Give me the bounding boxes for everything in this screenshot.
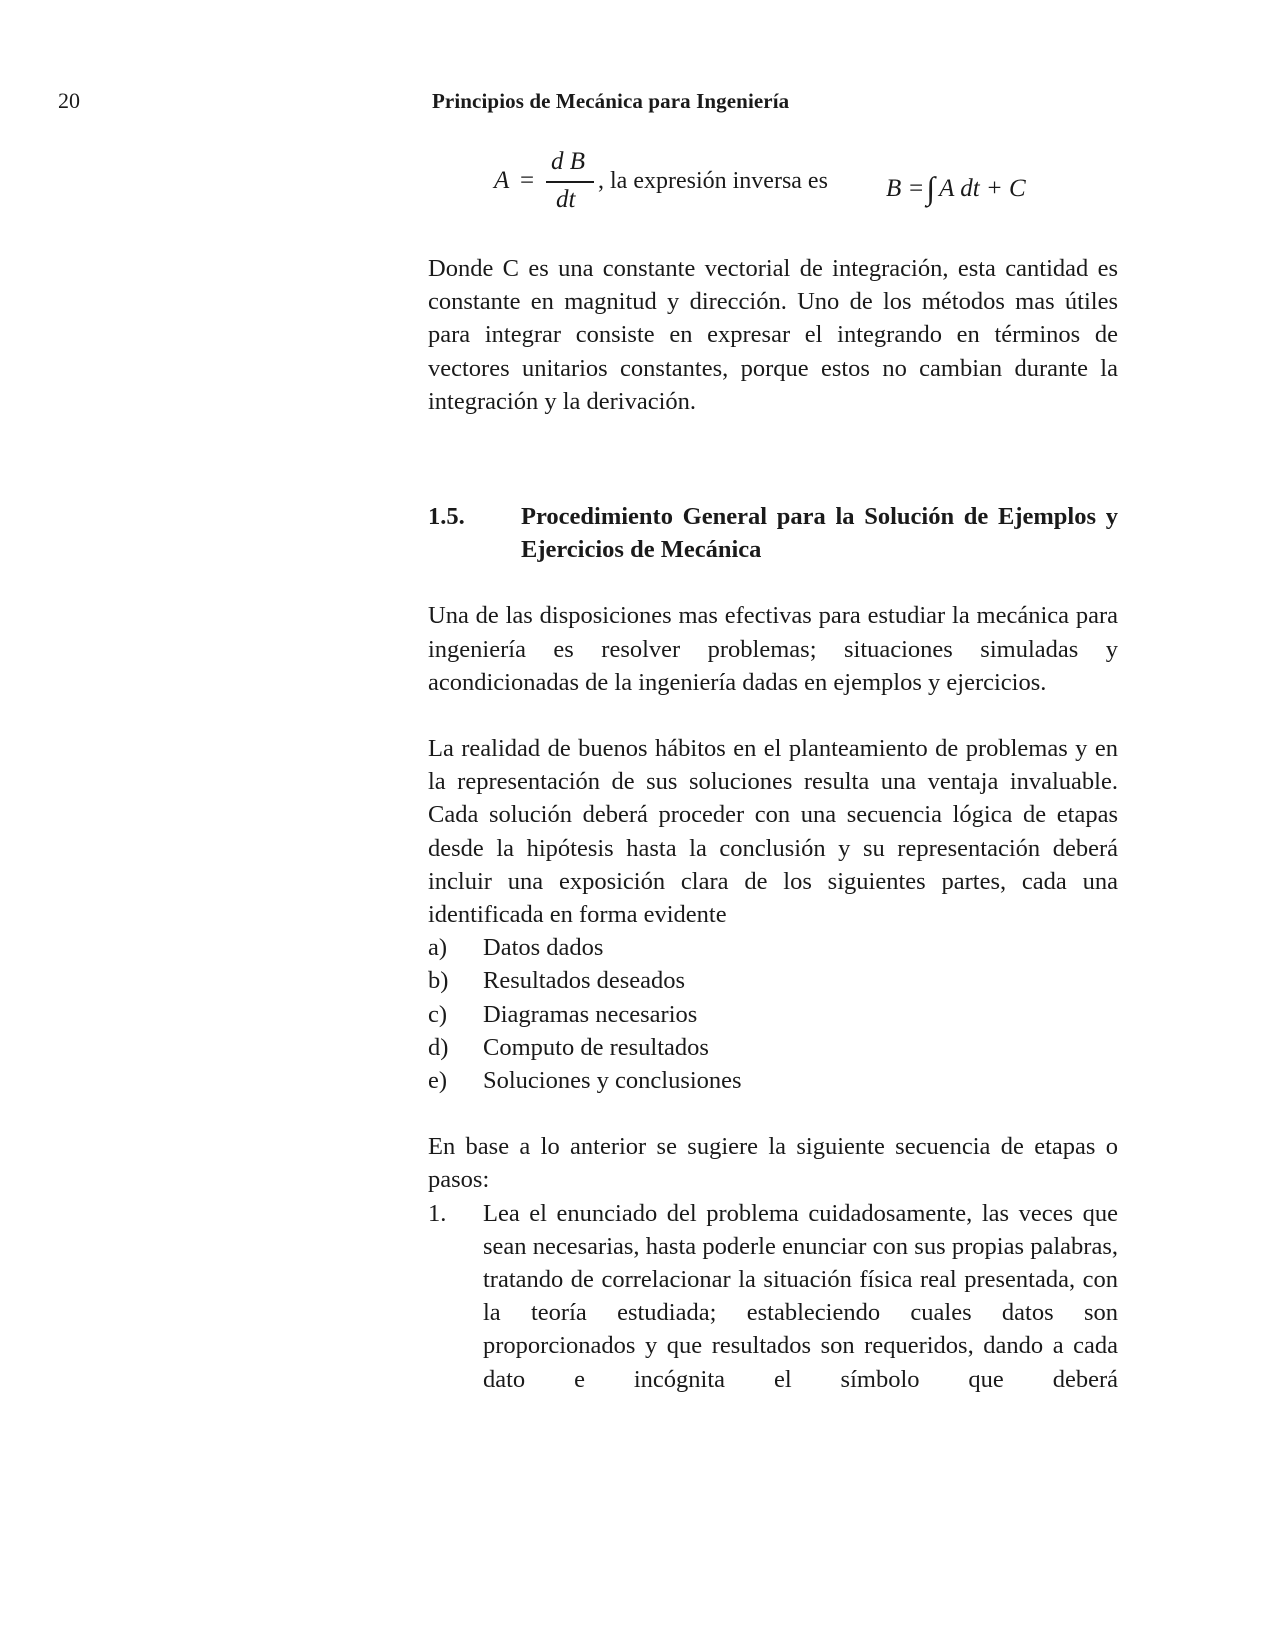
list-text: Soluciones y conclusiones [483, 1067, 742, 1095]
formula [494, 148, 1094, 224]
formula-rhs-right: A dt + C [939, 175, 1026, 202]
list-marker: e) [428, 1067, 448, 1095]
fraction-bar [546, 181, 594, 183]
formula-equals: = [520, 167, 535, 194]
list-text: Diagramas necesarios [483, 1000, 698, 1028]
list-text: Datos dados [483, 934, 604, 962]
formula-rhs-left: B = [886, 175, 925, 202]
list-item [428, 998, 1118, 1031]
section-number: 1.5. [428, 503, 465, 531]
formula-lhs: A [494, 167, 510, 194]
main-content [428, 252, 1118, 1396]
paragraph-good-habits: La realidad de buenos hábitos en el planteamiento de problemas y en la representación de sus soluciones resulta una ventaja invaluable. Cada solución deberá proceder con una secuencia lógica de etapas desde la hipótesis hasta la conclusión y su representación deberá incluir una exposición clara de los siguientes partes, cada una identificada en forma evidente [428, 735, 1118, 929]
paragraph-effective-study: Una de las disposiciones mas efectivas para estudiar la mecánica para ingeniería es resolver problemas; situaciones simuladas y acondicionadas de la ingeniería dadas en ejemplos y ejercicios. [428, 602, 1118, 696]
formula-fraction [546, 148, 596, 220]
page-number: 20 [58, 88, 80, 113]
running-header: Principios de Mecánica para Ingeniería [432, 89, 790, 113]
formula-middle-text: , la expresión inversa es [598, 168, 828, 194]
list-marker: a) [428, 934, 448, 962]
list-marker: 1. [428, 1199, 447, 1227]
list-item [428, 1064, 1118, 1097]
list-marker: d) [428, 1033, 449, 1061]
list-marker: c) [428, 1000, 448, 1028]
formula-numerator: d B [551, 148, 586, 175]
section-title: Procedimiento General para la Solución de Ejemplos y Ejercicios de Mecánica [521, 503, 1118, 564]
list-marker: b) [428, 967, 449, 995]
paragraph-steps-intro: En base a lo anterior se sugiere la siguiente secuencia de etapas o pasos: [428, 1133, 1118, 1194]
list-item [428, 931, 1118, 964]
formula-rhs [886, 167, 1026, 204]
list-text: Resultados deseados [483, 967, 686, 995]
list-item [428, 1197, 1118, 1396]
formula-denominator: dt [556, 186, 576, 213]
section-heading [428, 500, 1118, 566]
list-text: Computo de resultados [483, 1033, 709, 1061]
paragraph-integration-constant: Donde C es una constante vectorial de integración, esta cantidad es constante en magnitud y dirección. Uno de los métodos mas útiles para integrar consiste en expresar el integrando en términos de vectores unitarios constantes, porque estos no cambian durante la integración y la derivación. [428, 255, 1118, 415]
parts-list [428, 931, 1118, 1097]
list-item [428, 964, 1118, 997]
list-text: Lea el enunciado del problema cuidadosamente, las veces que sean necesarias, hasta poderle enunciar con sus propias palabras, tratando de correlacionar la situación física real presentada, con la teoría estudiada; estableciendo cuales datos son proporcionados y que resultados son requeridos, dando a cada dato e incógnita el símbolo que deberá [483, 1199, 1118, 1393]
list-item [428, 1031, 1118, 1064]
steps-list [428, 1197, 1118, 1396]
integral-symbol: ∫ [926, 170, 936, 206]
